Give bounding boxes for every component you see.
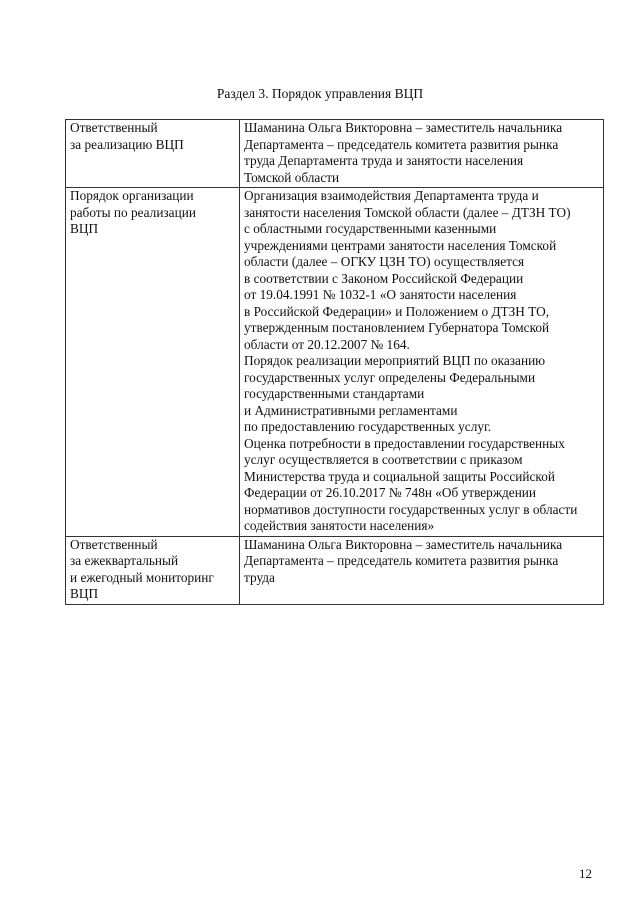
table-row-responsible-monitoring: [66, 536, 604, 604]
table-row-work-organization: [66, 188, 604, 537]
row-value: Шаманина Ольга Викторовна – заместитель начальника Департамента – председатель комитета развития рынка труда: [240, 536, 604, 604]
row-value: Шаманина Ольга Викторовна – заместитель начальника Департамента – председатель комитета развития рынка труда Департамента труда и занятости населения Томской области: [240, 120, 604, 188]
row-value: Организация взаимодействия Департамента труда и занятости населения Томской области (далее – ДТЗН ТО) с областными государственными казенными учреждениями центрами занятости населения Томской области (далее – ОГКУ ЦЗН ТО) осуществляется в соответствии с Законом Российской Федерации от 19.04.1991 № 1032-1 «О занятости населения в Российской Федерации» и Положением о ДТЗН ТО, утвержденным постановлением Губернатора Томской области от 20.12.2007 № 164. Порядок реализации мероприятий ВЦП по оказанию государственных услуг определены Федеральными государственными стандартами и Административными регламентами по предоставлению государственных услуг. Оценка потребности в предоставлении государственных услуг осуществляется в соответствии с приказом Министерства труда и социальной защиты Российской Федерации от 26.10.2017 № 748н «Об утверждении нормативов доступности государственных услуг в области содействия занятости населения»: [240, 188, 604, 537]
page-number: 12: [579, 866, 592, 881]
table-row-responsible-implementation: [66, 120, 604, 188]
page-title: Раздел 3. Порядок управления ВЦП: [216, 86, 424, 101]
row-label: Ответственный за реализацию ВЦП: [66, 120, 240, 188]
management-table: [65, 119, 604, 605]
row-label: Ответственный за ежеквартальный и ежегодный мониторинг ВЦП: [66, 536, 240, 604]
row-label: Порядок организации работы по реализации ВЦП: [66, 188, 240, 537]
